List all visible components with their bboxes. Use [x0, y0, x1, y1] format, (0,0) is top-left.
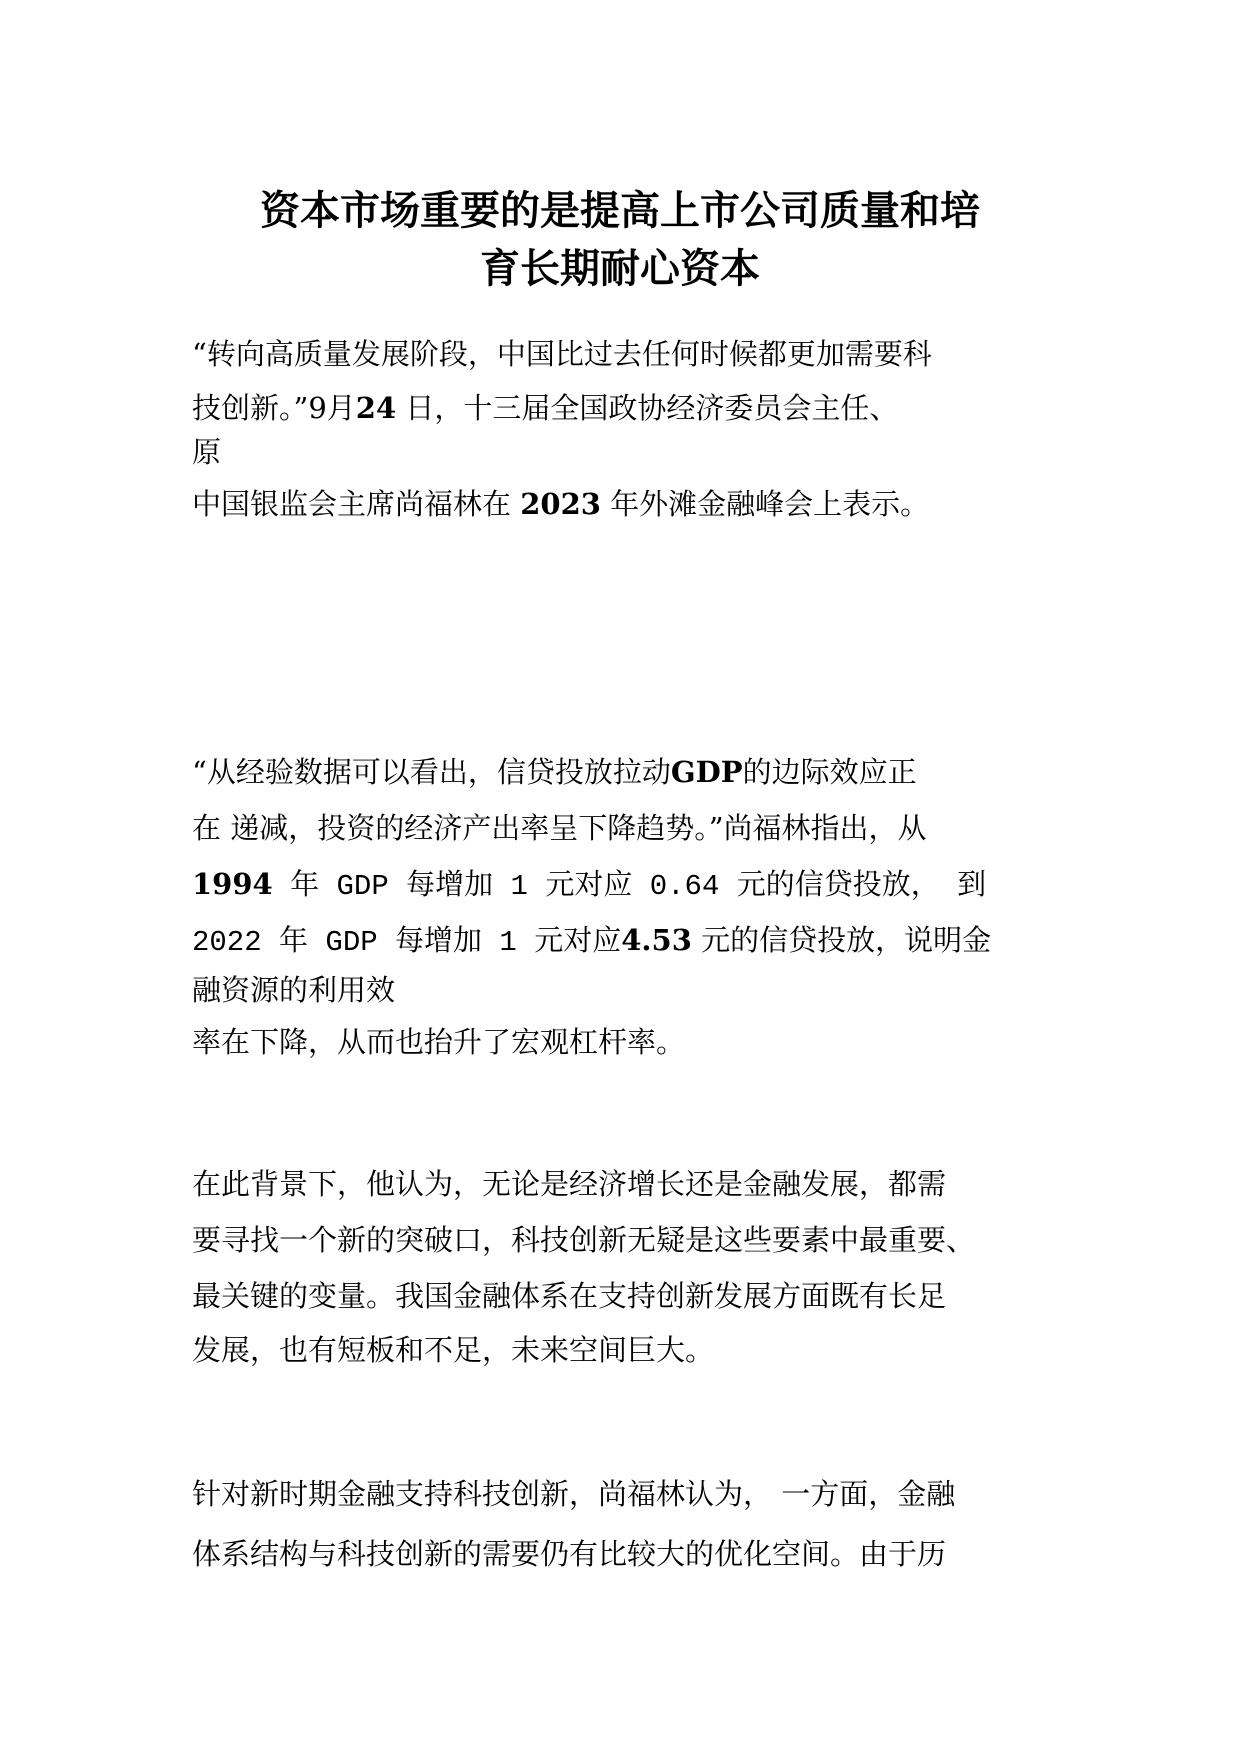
paragraph-line: “转向高质量发展阶段，中国比过去任何时候都更加需要科 [192, 337, 932, 371]
paragraph-line: 技创新。”9月24 日，十三届全国政协经济委员会主任、 [192, 391, 899, 425]
date-number: 24 [355, 391, 397, 425]
paragraph-line: 针对新时期金融支持科技创新，尚福林认为， 一方面，金融 [192, 1477, 956, 1511]
paragraph-line: 2022 年 GDP 每增加 1 元对应4.53 元的信贷投放，说明金 [192, 923, 992, 959]
paragraph-line: 融资源的利用效 [192, 973, 396, 1007]
gdp-term: GDP [670, 755, 743, 789]
paragraph-line: 在此背景下，他认为，无论是经济增长还是金融发展，都需 [192, 1167, 947, 1201]
title-line-2: 育长期耐心资本 [480, 246, 760, 292]
year-number: 2023 [520, 487, 601, 521]
title-line-1: 资本市场重要的是提高上市公司质量和培 [260, 188, 980, 234]
paragraph-line: 中国银监会主席尚福林在 2023 年外滩金融峰会上表示。 [192, 487, 930, 521]
paragraph-line: 发展，也有短板和不足，未来空间巨大。 [192, 1333, 715, 1367]
paragraph-line: 体系结构与科技创新的需要仍有比较大的优化空间。由于历 [192, 1537, 947, 1571]
paragraph-line: 要寻找一个新的突破口，科技创新无疑是这些要素中最重要、 [192, 1223, 976, 1257]
paragraph-line: 率在下降，从而也抬升了宏观杠杆率。 [192, 1025, 686, 1059]
document-title [150, 182, 1090, 298]
ratio-number: 4.53 [621, 923, 692, 957]
year-number: 1994 [192, 867, 273, 901]
paragraph-line: “从经验数据可以看出，信贷投放拉动GDP的边际效应正 [192, 755, 917, 789]
paragraph-line: 最关键的变量。我国金融体系在支持创新发展方面既有长足 [192, 1279, 947, 1313]
paragraph-line: 原 [192, 435, 222, 469]
paragraph-line: 1994 年 GDP 每增加 1 元对应 0.64 元的信贷投放， 到 [192, 867, 987, 903]
paragraph-line: 在 递减，投资的经济产出率呈下降趋势。”尚福林指出，从 [192, 811, 927, 845]
